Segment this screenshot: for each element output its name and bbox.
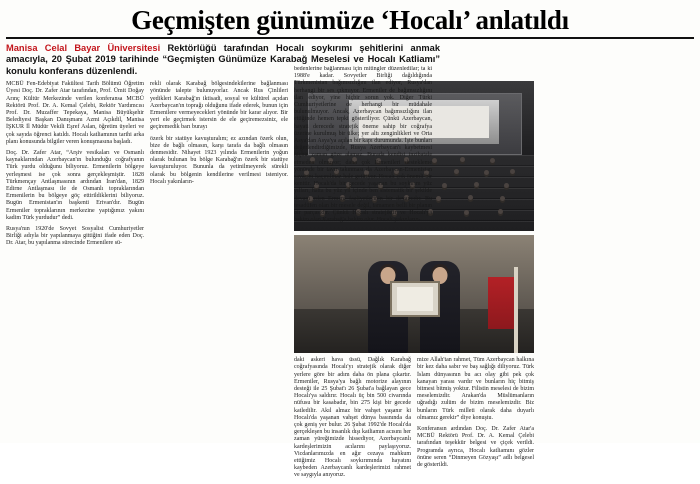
paragraph: Konferansın ardından Doç. Dr. Zafer Atar'a MCBÜ Rektörü Prof. Dr. A. Kemal Çelebi tarafından teşekkür belgesi ve çiçek verildi. Programda ayrıca, Hocalı katliamını gözler önüne seren “Dinmeyen Gözyaşı” adlı belgesel de gösterildi. — [417, 426, 534, 469]
text-column-2 — [150, 81, 288, 190]
headline-divider — [6, 37, 694, 39]
paragraph: mize Allah'tan rahmet, Tüm Azerbaycan halkına bir kez daha sabır ve baş sağlığı diliyoruz. Türk İslam dünyasının bu acı olay gibi pek çok kanayan yarası vardır ve bunların hiç bitmiş bitmesi bitmiş yoktur. Filistin meselesi de bizim meselemizdir. Arakan'da Müslümanların uğradığı zulüm de bizim meselemizdir. Biz bunların Türk milleti olarak daha duyarlı olmamız gerekir” diye konuştu. — [417, 357, 534, 421]
paragraph: rekli olarak Karabağ bölgesindekilerine bağlanması yönünde talepte bulunuyorlar. Ancak Rus Çinlileri yedikleri Karabağ'ın iktisadi, sosyal ve kültürel açıdan Azerbaycan'ın toprağı olduğunu ifade ederek, bunun için Ermenilere vermeyecekleri yönünde bir karar alıyor. Bir yeri ele geçirmek istersin de ele geçiremezsiniz, ele geçiremedik barı burayı — [150, 81, 288, 131]
standfirst-quote: “Geçmişten Günümüze Karabağ Meselesi ve Hocalı Katliamı” — [162, 54, 440, 65]
text-column-4 — [294, 66, 432, 438]
text-column-1 — [6, 81, 144, 251]
standfirst-text-2: konulu konferans düzenlendi. — [6, 65, 138, 76]
standfirst-text-1: Rektörlüğü tarafından Hocalı soykırımı şehitlerini anmak amacıyla, 20 Şubat 2019 tarihinde — [6, 43, 440, 65]
flag — [488, 277, 514, 329]
paragraph: Doç. Dr. Zafer Atar, “Arşiv vesikaları ve Osmanlı kaynaklarından Azerbaycan'ın bulunduğu coğrafyanın Türk yurdu olduğunu biliyoruz. Ermenilerin bölgeye yerleşmesi ise çok sonra gerçekleşmiştir. 1828 Türkmençay Antlaşmasının ardından İran'dan, 1829 Edirne Antlaşması ile de Osmanlı topraklarından Ermenilerin bu bölgeye göç ettirildiklerini biliyoruz. Bugün Ermenistan'ın başkenti Erivan'dır. Bugün Ermeniler topraklarının merkezine yaptığımız yakını kadim Türk yurdudur” dedi. — [6, 150, 144, 221]
paragraph: Rusya'nın 1920'de Sovyet Sosyalist Cumhuriyetler Birliği adıyla bir yapılanmaya gittiğini ifade eden Doç. Dr. Atar, bu yapılanma sürecinde Ermenilere sü- — [6, 226, 144, 247]
standfirst-university: Manisa Celal Bayar Üniversitesi — [6, 43, 161, 53]
paragraph: daki askeri hava üssü, Dağlık Karabağ coğrafyasında Hocalı'yı stratejik olarak diğer yerlere göre bir adım daha ön plana çıkartır. Ermeniler, Rusya'ya bağlı motorize alayının desteği ile 25 Şubat'ı 26 Şubat'a bağlayan gece Hocalı'ya saldırır. Hocalı üç bin 500 civarında nüfusu bir kasabadır, bin 275 kişi bir gecede katledilir. Akıl almaz bir vahşet yaşanır ki Hocalı'da yaşanan vahşet dünya basınında da çok geniş yer bulur. 26 Şubat 1992'de Hocalı'da gerçekleşen bu insanlık dışı katliamın acısını her zaman yüreğimizde hissediyor, Azerbaycanlı kardeşlerimizin acılarını paylaşıyoruz. Vicdanlarımızda en ağır cezaya mahkum ettiğimiz Hocalı soykırımında hayatını kaybeden Azerbaycanlı kardeşlerimizi rahmet ve saygıyla anıyoruz. — [294, 357, 411, 479]
page-title: Geçmişten günümüze ‘Hocalı’ anlatıldı — [131, 5, 569, 35]
paragraph: MCBÜ Fen-Edebiyat Fakültesi Tarih Bölümü Öğretim Üyesi Doç. Dr. Zafer Atar tarafından, Prof. Ümit Doğay Arınç Kültür Merkezinde verilen konferansa MCBÜ Rektörü Prof. Dr. A. Kemal Çelebi, Rektör Yardımcısı Prof. Dr. Muzaffer Tepekaya, Manisa Büyükşehir Belediyesi Başkan Danışmanı Azmi Açıkdil, Manisa İŞKUR İl Müdür Vekili Eşref Aslan, öğretim üyeleri ve çok sayıda öğrenci katıldı. Hocalı katliamının tarihi arka planı konusunda bilgiler veren konuşmasına başladı. — [6, 81, 144, 145]
paragraph: özerk bir statüye kavuşturalım; ez azından özerk olun, bize de bağlı olmasın, karşı tarafa da bağlı olmasın denmesidir. Nihayet 1923 yılında Ermenilerin yoğun olarak bulunan bu bölge Karabağ'ın özerk bir statüye kavuşturuluyor. Bununla da yetinilmeyerek sürekli olarak bu bölgenin kendilerine verilmesi isteniyor. Hocalı yakınların- — [150, 135, 288, 185]
paragraph: bedenlerine bağlanması için mitingler düzenledilar; ta ki 1988'e kadar. Sovyetler Birliği dağıldığında Türkmenistan bağımsızlığını ilan ediyor, Rusya'dan herhangi bir ses çıkmıyor. Ermeniler de bağımsızlığını ilan ediyor, yine hiçbir sorun yok. Diğer Türki Cumhuriyetlerine de herhangi bir müdahale bulunulmuyor. Ancak, Azerbaycan bağımsızlığını ilan ettiğinde hemen tepki gösteriliyor. Çünkü Azerbaycan, hayati derecede stratejik öneme sahip bir coğrafya üzerine kurulmuş bir ülke; yer altı zenginlikleri ve Orta Asya'dan Asya'ya açılan bir kapı durumunda. İşte bunları değerlendirdiğimizde, Rusya Azerbaycan'ı kaybetmesi hiçbir zaman göze alamaz. Burada kendisi inzibatale etmeden olmuyor; daha çok Ermenileri destekleme yönünde bir tavır takınması da Azerbaycan-Ermenistan savaşını kaçınılmaz hale getiriyor. Hocalı çok önemli bir kenttir. Hocalı'da bir gecede yaşanan bu soykırım yüz yılları, hatta bu yüz yıl içinde ben sistematik bir şekilde devam eden Ermeni faaliyetlerinin bir devamıdır. Bu tesadüfen olan bir mesele değil, tamamen belli bir planın bir parçasıdır. Çünkü Hocalı stratejiktir ve Hocalı'ya hakim olan Karabağ'a hakim olur. Hocalı yakınların- — [294, 66, 432, 224]
flag-pole — [514, 267, 518, 353]
text-column-5 — [417, 357, 534, 483]
